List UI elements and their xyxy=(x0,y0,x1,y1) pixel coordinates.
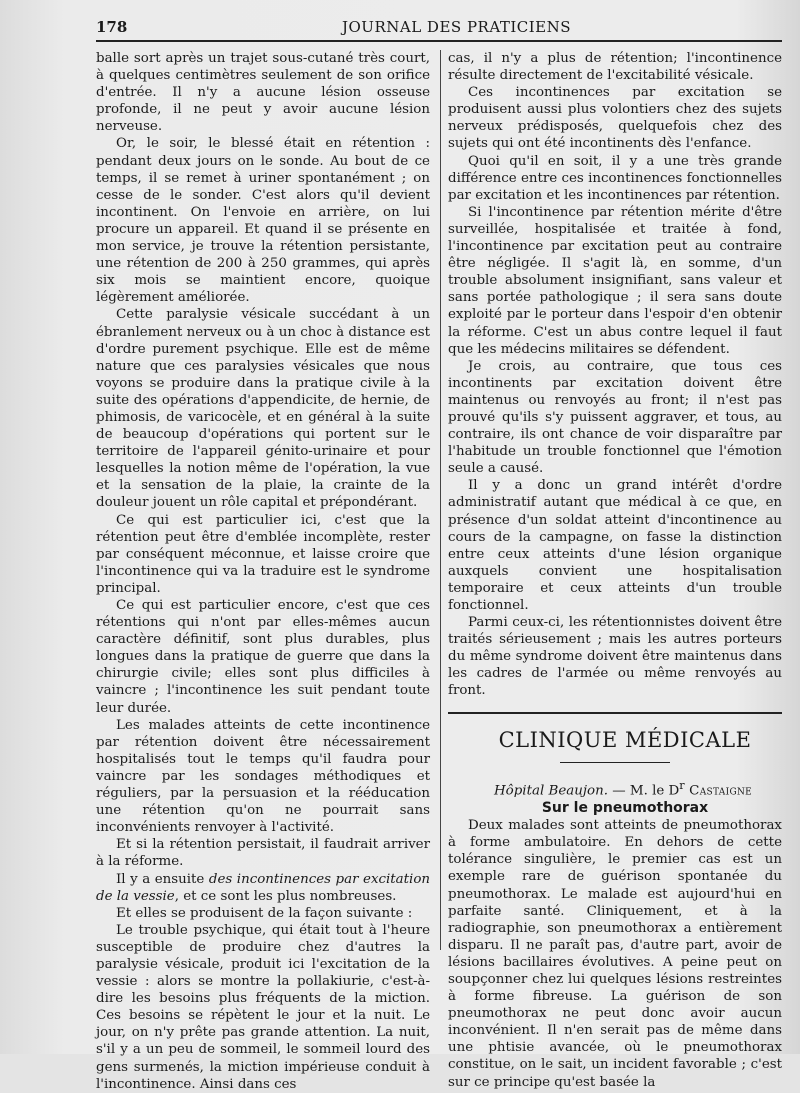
page-number: 178 xyxy=(96,18,128,36)
section-title: CLINIQUE MÉDICALE xyxy=(498,727,752,752)
left-column xyxy=(96,50,441,1092)
paragraph: balle sort après un trajet sous-cutané très court, à quelques centimètres seulement de son orifice d'entrée. Il n'y a aucune lésion osseuse profonde, il ne peut y avoir aucune lésion nerveuse. xyxy=(96,51,430,135)
hospital-name: Hôpital Beaujon. xyxy=(493,783,608,799)
paragraph: cas, il n'y a plus de rétention; l'incontinence résulte directement de l'excitabilité vésicale. xyxy=(448,51,782,84)
paragraph: Et si la rétention persistait, il faudrait arriver à la réforme. xyxy=(96,837,430,870)
emphasis-text: des incontinences par excitation de la vessie xyxy=(96,871,431,904)
text-run: Il y a ensuite xyxy=(116,871,209,887)
paragraph: Parmi ceux-ci, les rétentionnistes doivent être traités sérieusement ; mais les autres porteurs du même syndrome doivent être maintenus dans les cadres de l'armée ou même renvoyés au front. xyxy=(448,615,782,699)
author-prefix: — M. le D xyxy=(607,783,680,799)
paragraph: Les malades atteints de cette incontinence par rétention doivent être nécessairement hospitalisés tout le temps qu'il faudra pour vaincre par les sondages méthodiques et réguliers, par la persuasion et la rééducation une rétention qu'on ne pourrait sans inconvénients renvoyer à l'activité. xyxy=(96,717,430,836)
paragraph: Cette paralysie vésicale succédant à un ébranlement nerveux ou à un choc à distance est d'ordre purement psychique. Elle est de même nature que ces paralysies vésicales que nous voyons se produire dans la pratique civile à la suite des opérations d'appendicite, de hernie, de phimosis, de varicocèle, et en général à la suite de beaucoup d'opérations qui portent sur le territoire de l'appareil génito-urinaire et pour lesquelles la notion même de l'opération, la vue et la sensation de la plaie, la crainte de la douleur jouent un rôle capital et prépondérant. xyxy=(96,307,430,511)
paragraph: Ces incontinences par excitation se produisent aussi plus volontiers chez des sujets nerveux prédisposés, quelquefois chez des sujets qui ont été incontinents dès l'enfance. xyxy=(448,85,782,152)
paragraph: Il y a donc un grand intérêt d'ordre administratif autant que médical à ce que, en présence d'un soldat atteint d'incontinence au cours de la campagne, on fasse la distinction entre ceux atteints d'une lésion organique auxquels convient une hospitalisation temporaire et ceux atteints d'un trouble fonctionnel. xyxy=(448,478,782,613)
paragraph: Le trouble psychique, qui était tout à l'heure susceptible de produire chez d'autres la paralysie vésicale, produit ici l'excitation de la vessie : alors se montre la pollakiurie, c'est-à-dire les besoins plus fréquents de la miction. Ces besoins se répètent le jour et la nuit. Le jour, on n'y prête pas grande attention. La nuit, s'il y a un peu de sommeil, le sommeil lourd des gens surmenés, la miction impérieuse conduit à l'incontinence. Ainsi dans ces xyxy=(96,922,430,1092)
journal-title: JOURNAL DES PRATICIENS xyxy=(342,18,572,36)
paragraph: Ce qui est particulier encore, c'est que ces rétentions qui n'ont par elles-mêmes aucun caractère définitif, sont plus durables, plus longues dans la pratique de guerre que dans la chirurgie civile; elles sont plus difficiles à vaincre ; l'incontinence les suit pendant toute leur durée. xyxy=(96,598,430,716)
paragraph: Quoi qu'il en soit, il y a une très grande différence entre ces incontinences fonctionnelles par excitation et les incontinences par rétention. xyxy=(448,153,782,203)
author-name: Castaigne xyxy=(684,783,752,799)
section-rule xyxy=(448,712,782,714)
paragraph: Ce qui est particulier ici, c'est que la rétention peut être d'emblée incomplète, rester par conséquent méconnue, et laisse croire que l'incontinence qui va la traduire est le syndrome principal. xyxy=(96,512,430,596)
paragraph: Si l'incontinence par rétention mérite d'être surveillée, hospitalisée et traitée à fond, l'incontinence par excitation peut au contraire être négligée. Il s'agit là, en somme, d'un trouble absolument insignifiant, sans valeur et sans portée pathologique ; il sera sans doute exploité par le porteur dans l'espoir d'en obtenir la réforme. C'est un abus contre lequel il faut que les médecins militaires se défendent. xyxy=(448,204,782,357)
right-column xyxy=(448,50,782,1091)
paragraph: Et elles se produisent de la façon suivante : xyxy=(116,905,413,921)
paragraph: Or, le soir, le blessé était en rétention : pendant deux jours on le sonde. Au bout de ce temps, il se remet à uriner spontanément ; on cesse de le sonder. C'est alors qu'il devient incontinent. On l'envoie en arrière, on lui procure un appareil. Et quand il se présente en mon service, je trouve la rétention persistante, une rétention de 200 à 250 grammes, qui après six mois se maintient encore, quoique légèrement améliorée. xyxy=(96,136,430,306)
page-header xyxy=(96,14,786,40)
paragraph-incontinence-types xyxy=(96,871,430,905)
section-sub-rule xyxy=(560,762,670,763)
author-sup: r xyxy=(679,778,685,792)
byline xyxy=(448,777,782,800)
paragraph: Je crois, au contraire, que tous ces incontinents par excitation doivent être maintenus ou renvoyés au front; il n'est pas prouvé qu'ils s'y puissent aggraver, et tous, au contraire, ils ont chance de voir disparaître par l'habitude un trouble fonctionnel que l'émotion seule a causé. xyxy=(448,358,782,477)
text-run: , et ce sont les plus nombreuses. xyxy=(174,888,397,904)
article-title: Sur le pneumothorax xyxy=(541,800,709,817)
header-rule xyxy=(96,40,782,42)
paragraph: Deux malades sont atteints de pneumothorax à forme ambulatoire. En dehors de cette tolérance singulière, le premier cas est un exemple rare de guérison spontanée du pneumothorax. Le malade est aujourd'hui en parfaite santé. Cliniquement, et à la radiographie, son pneumothorax a entièrement disparu. Il ne paraît pas, d'autre part, avoir de lésions bacillaires évolutives. A peine peut on soupçonner chez lui quelques lésions restreintes à forme fibreuse. La guérison de son pneumothorax ne peut donc avoir aucun inconvénient. Il n'en serait pas de même dans une phtisie avancée, où le pneumothorax constitue, on le sait, un incident favorable ; c'est sur ce principe qu'est basée la xyxy=(448,818,782,1090)
